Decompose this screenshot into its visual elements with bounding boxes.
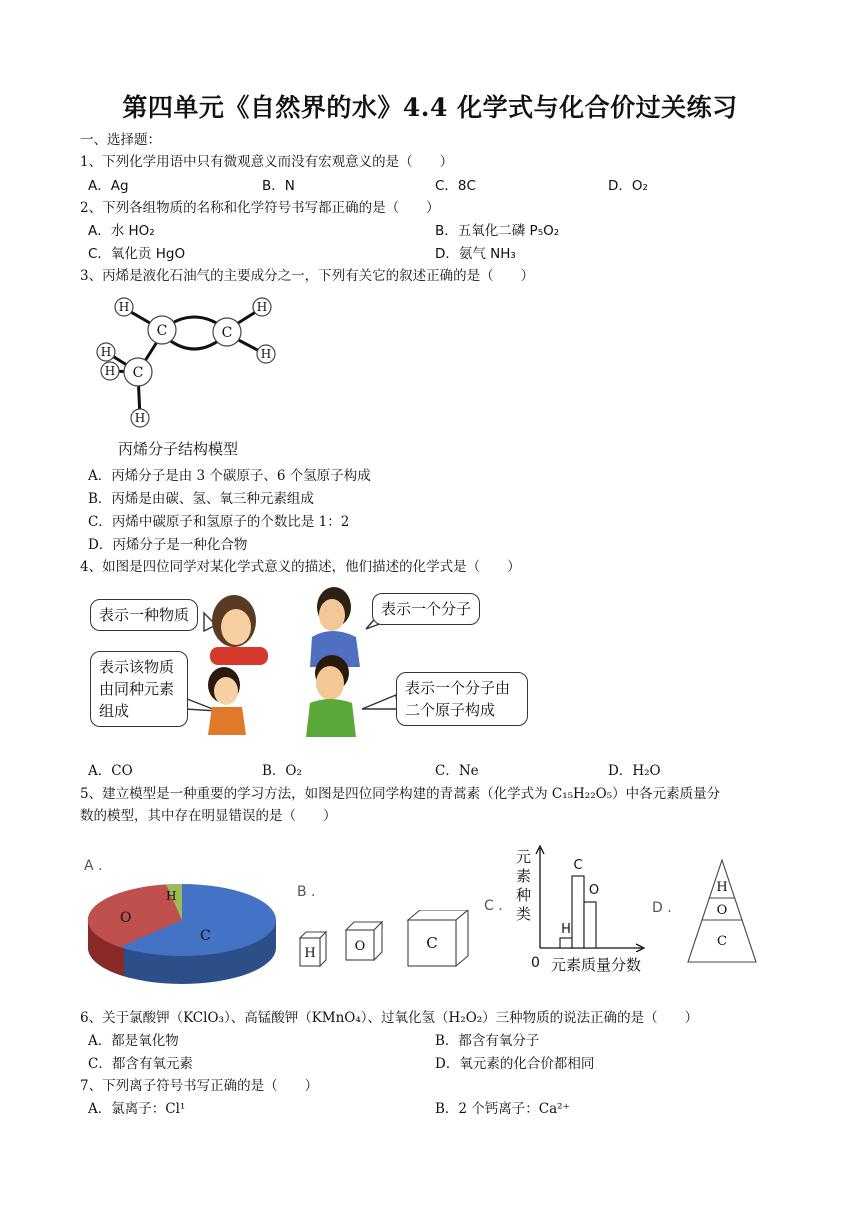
q2-option-c: C．氧化贡 HgO (88, 246, 186, 262)
speech-bubble-4: 表示一个分子由二个原子构成 (396, 672, 528, 726)
q2-option-a: A．水 HO₂ (88, 223, 155, 239)
cube-label-h: H (304, 946, 316, 961)
h-label: H (100, 345, 112, 359)
pyramid-label-c: C (717, 934, 727, 949)
question-2-stem: 2、下列各组物质的名称和化学符号书写都正确的是（ ） (80, 200, 440, 216)
section-heading: 一、选择题： (80, 132, 161, 148)
q3-option-c: C．丙烯中碳原子和氢原子的个数比是 1：2 (88, 514, 350, 530)
bar-o (584, 902, 596, 948)
c-label: C (132, 365, 144, 381)
cube-label-c: C (426, 934, 438, 952)
q6-option-a: A．都是氧化物 (88, 1033, 179, 1049)
q3-option-b: B．丙烯是由碳、氢、氧三种元素组成 (88, 491, 314, 507)
question-4-stem: 4、如图是四位同学对某化学式意义的描述，他们描述的化学式是（ ） (80, 559, 521, 575)
bar-label-c: C (573, 858, 583, 873)
q2-option-b: B．五氧化二磷 P₅O₂ (435, 223, 560, 239)
bar-label-h: H (561, 922, 571, 937)
pyramid-label-h: H (716, 880, 728, 895)
bar-c (572, 876, 584, 948)
q3-option-a: A．丙烯分子是由 3 个碳原子、6 个氢原子构成 (88, 468, 371, 484)
question-3-stem: 3、丙烯是液化石油气的主要成分之一，下列有关它的叙述正确的是（ ） (80, 268, 535, 284)
propene-molecule-model (90, 292, 290, 432)
bar-chart-ylabel: 元素种类 (516, 848, 532, 923)
question-5-stem-line-2: 数的模型，其中存在明显错误的是（ ） (80, 808, 337, 824)
q6-option-d: D．氧元素的化合价都相同 (435, 1056, 595, 1072)
pyramid-label-o: O (716, 903, 728, 918)
q7-option-b: B．2 个钙离子：Ca²⁺ (435, 1101, 570, 1117)
q4-option-b: B．O₂ (262, 763, 302, 779)
speech-bubble-1: 表示一种物质 (90, 599, 198, 631)
h-label: H (118, 300, 130, 314)
model-c-label: C . (484, 898, 503, 914)
q4-option-c: C．Ne (435, 763, 479, 779)
model-b-label: B . (297, 884, 316, 900)
pyramid-model (686, 858, 758, 966)
c-label: C (156, 323, 168, 339)
q3-option-d: D．丙烯分子是一种化合物 (88, 537, 248, 553)
question-6-stem: 6、关于氯酸钾（KClO₃）、高锰酸钾（KMnO₄）、过氧化氢（H₂O₂）三种物质的说法正确的是（ ） (80, 1010, 699, 1026)
cube-model (296, 910, 476, 972)
c-label: C (221, 325, 233, 341)
page-title: 第四单元《自然界的水》4.4 化学式与化合价过关练习 (122, 93, 738, 122)
q6-option-c: C．都含有氧元素 (88, 1056, 193, 1072)
q4-option-a: A．CO (88, 763, 133, 779)
student-girl-red (210, 595, 268, 665)
bar-h (560, 938, 572, 948)
h-label: H (260, 347, 272, 361)
q2-option-d: D．氨气 NH₃ (435, 246, 516, 262)
q1-option-a: A．Ag (88, 178, 129, 194)
pie-label-c: C (200, 928, 211, 944)
h-label: H (134, 411, 146, 425)
question-7-stem: 7、下列离子符号书写正确的是（ ） (80, 1078, 319, 1094)
pie-chart-model (84, 876, 280, 988)
pie-label-h: H (166, 889, 177, 903)
bar-chart-model (530, 844, 650, 952)
q1-option-d: D．O₂ (608, 178, 648, 194)
bar-chart-origin: 0 (531, 955, 540, 971)
speech-bubble-3: 表示该物质由同种元素组成 (90, 651, 188, 727)
bar-label-o: O (588, 883, 600, 898)
student-girl-orange (208, 667, 246, 735)
cube-label-o: O (354, 939, 366, 954)
student-boy-blue (310, 587, 360, 667)
q4-option-d: D．H₂O (608, 763, 661, 779)
student-boy-green (306, 655, 356, 737)
q1-option-b: B．N (262, 178, 295, 194)
model-a-label: A . (84, 858, 103, 874)
h-label: H (256, 300, 268, 314)
model-d-label: D . (652, 900, 672, 916)
question-1-stem: 1、下列化学用语中只有微观意义而没有宏观意义的是（ ） (80, 154, 454, 170)
q1-option-c: C．8C (435, 178, 476, 194)
question-5-stem-line-1: 5、建立模型是一种重要的学习方法，如图是四位同学构建的青蒿素（化学式为 C₁₅H₂₂O₅）中各元素质量分 (80, 786, 721, 802)
speech-bubble-2: 表示一个分子 (372, 593, 480, 625)
pie-label-o: O (120, 910, 132, 926)
q7-option-a: A．氯离子：Cl¹ (88, 1101, 186, 1117)
q6-option-b: B．都含有氧分子 (435, 1033, 540, 1049)
figure-caption: 丙烯分子结构模型 (118, 440, 239, 458)
h-label: H (104, 364, 116, 378)
bar-chart-xlabel: 元素质量分数 (551, 956, 642, 974)
